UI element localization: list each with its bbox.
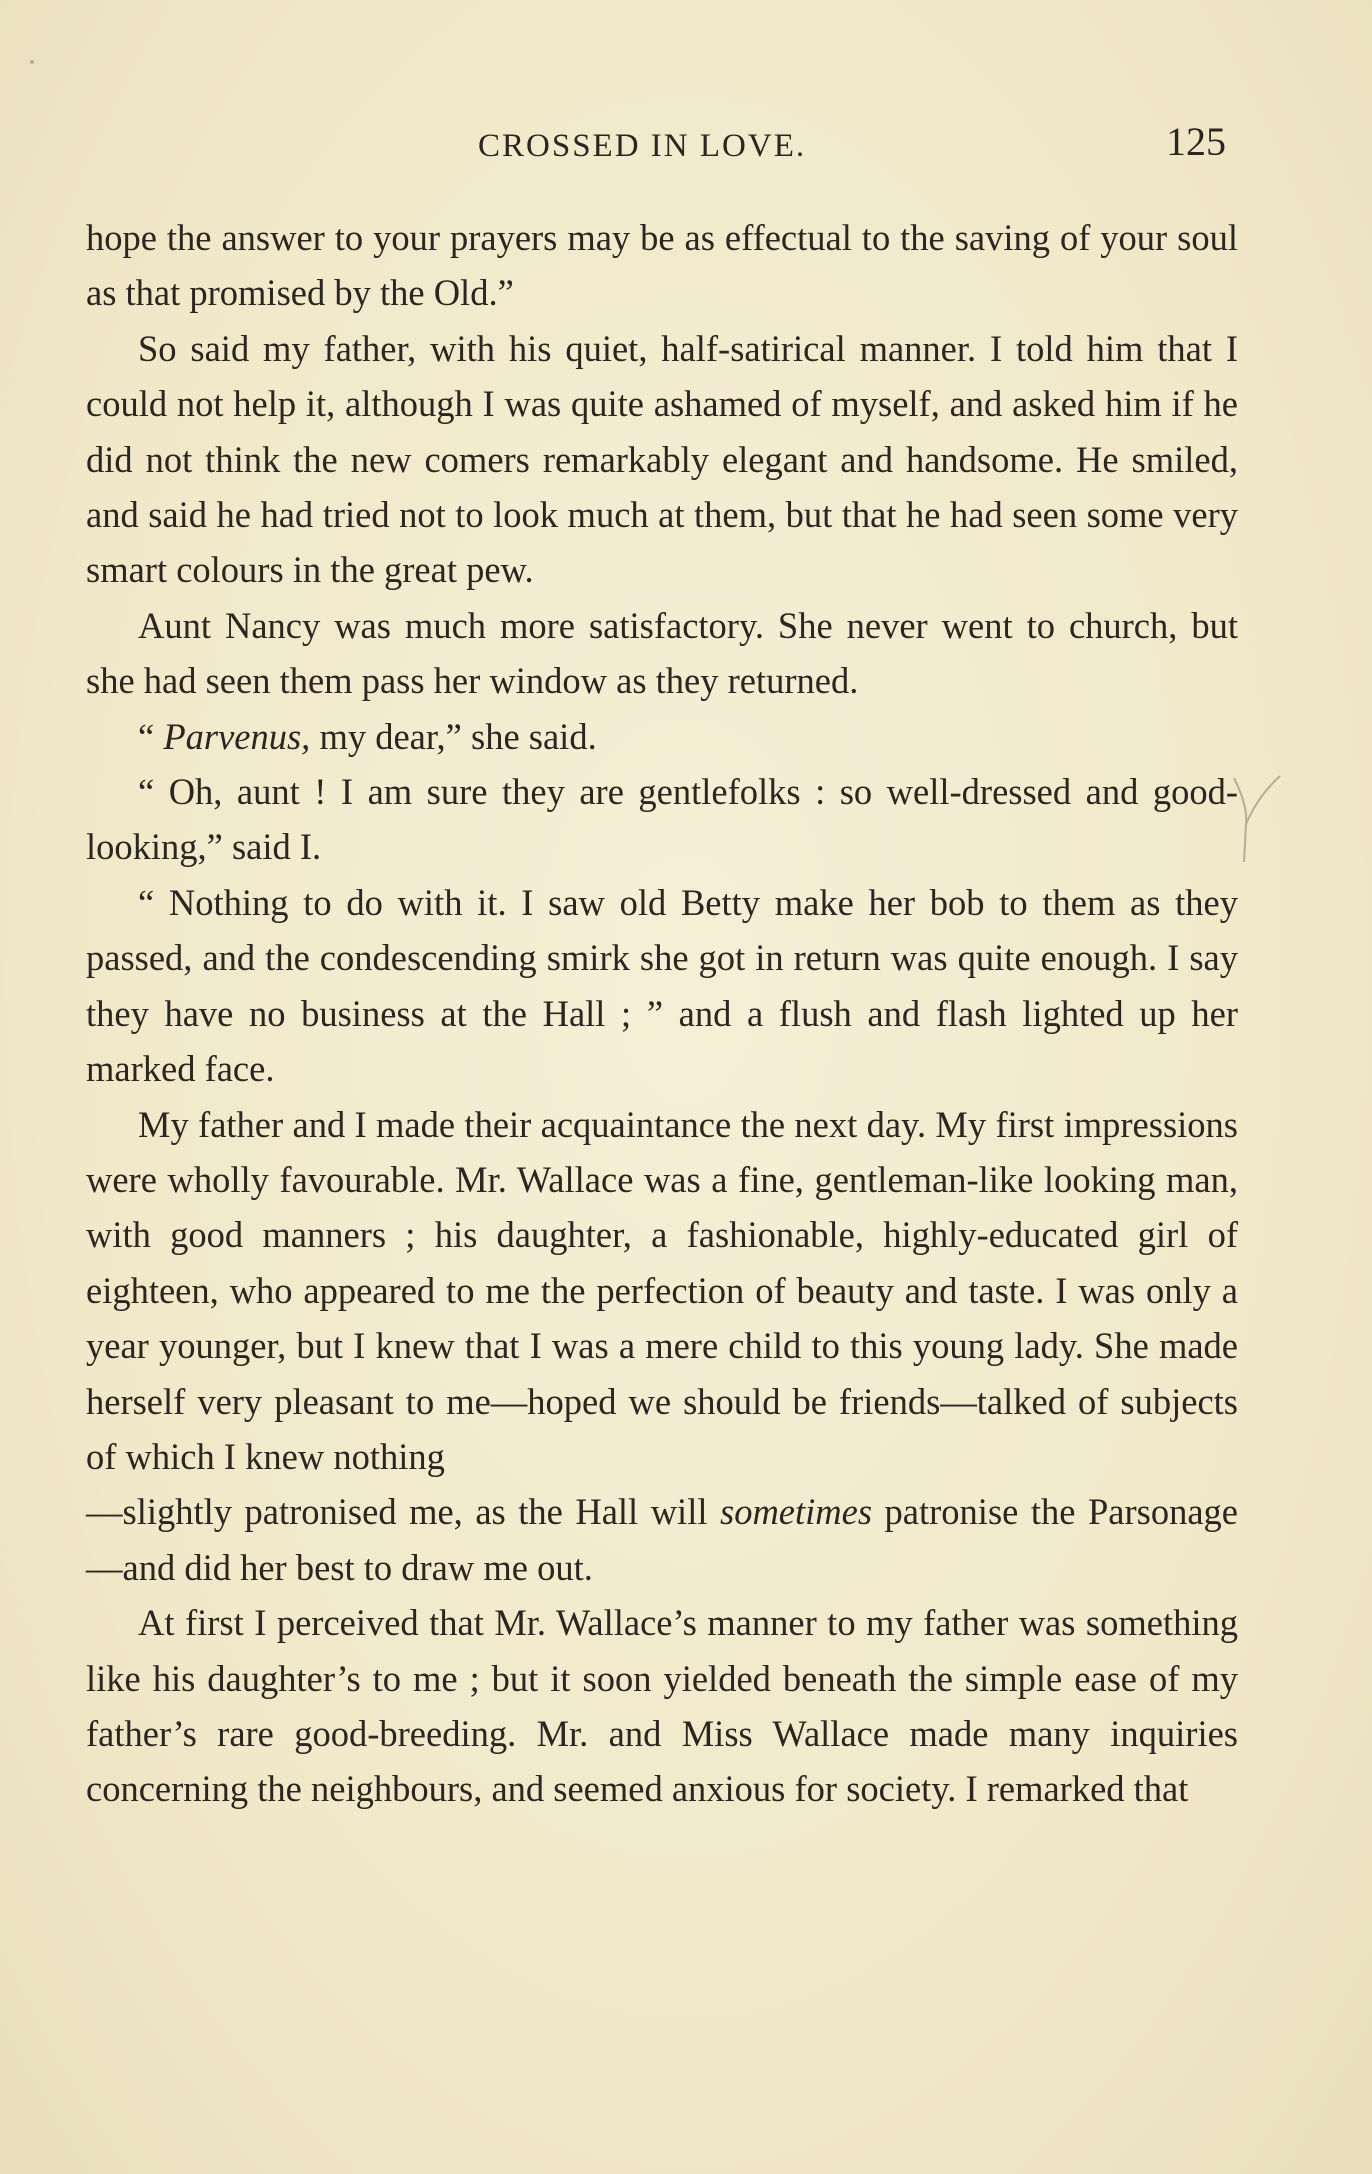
page-header <box>0 118 1372 178</box>
paragraph-8-rest: patronise the Parsonage—and did her best to draw me out. <box>86 1491 1238 1588</box>
running-title: CROSSED IN LOVE. <box>478 128 807 164</box>
body-text <box>86 210 1238 1817</box>
paragraph-4-rest: my dear,” she said. <box>310 715 597 757</box>
paragraph-4 <box>86 709 1238 764</box>
italic-parvenus: Parvenus, <box>163 715 311 757</box>
paragraph-9: At first I perceived that Mr. Wallace’s manner to my father was something like his daughter’s to me ; but it soon yielded beneath the simple ease of my father’s rare good-breeding. Mr. and Miss Wallace made many inquiries concerning the neighbours, and seemed anxious for society. I remarked that <box>86 1602 1238 1810</box>
paragraph-3: Aunt Nancy was much more satisfactory. She never went to church, but she had seen them pass her window as they returned. <box>86 604 1238 702</box>
pencil-margin-mark <box>1228 766 1288 866</box>
page-number: 125 <box>1166 119 1226 164</box>
paragraph-7: My father and I made their acquaintance the next day. My first impressions were wholly favourable. Mr. Wallace was a fine, gentleman-like looking man, with good manners ; his daughter, a fashionable, highly-educated girl of eighteen, who appeared to me the perfection of beauty and taste. I was only a year younger, but I knew that I was a mere child to this young lady. She made herself very pleasant to me—hoped we should be friends—talked of subjects of which I knew nothing <box>86 1103 1238 1477</box>
paragraph-1: hope the answer to your prayers may be as effectual to the saving of your soul as that promised by the Old.” <box>86 217 1238 314</box>
paragraph-8-start: —slightly patronised me, as the Hall will <box>86 1491 720 1533</box>
paragraph-6: “ Nothing to do with it. I saw old Betty make her bob to them as they passed, and the condescending smirk she got in return was quite enough. I say they have no business at the Hall ; ” and a flush and flash lighted up her marked face. <box>86 881 1238 1090</box>
paragraph-8 <box>86 1484 1238 1595</box>
paragraph-5: “ Oh, aunt ! I am sure they are gentlefolks : so well-dressed and good-looking,” said I. <box>86 771 1238 868</box>
paragraph-4-open: “ <box>138 715 164 757</box>
paragraph-2: So said my father, with his quiet, half-satirical manner. I told him that I could not help it, although I was quite ashamed of myself, and asked him if he did not think the new comers remarkably elegant and handsome. He smiled, and said he had tried not to look much at them, but that he had seen some very smart colours in the great pew. <box>86 327 1238 591</box>
paper-speck <box>30 60 34 64</box>
italic-sometimes: sometimes <box>719 1491 873 1533</box>
